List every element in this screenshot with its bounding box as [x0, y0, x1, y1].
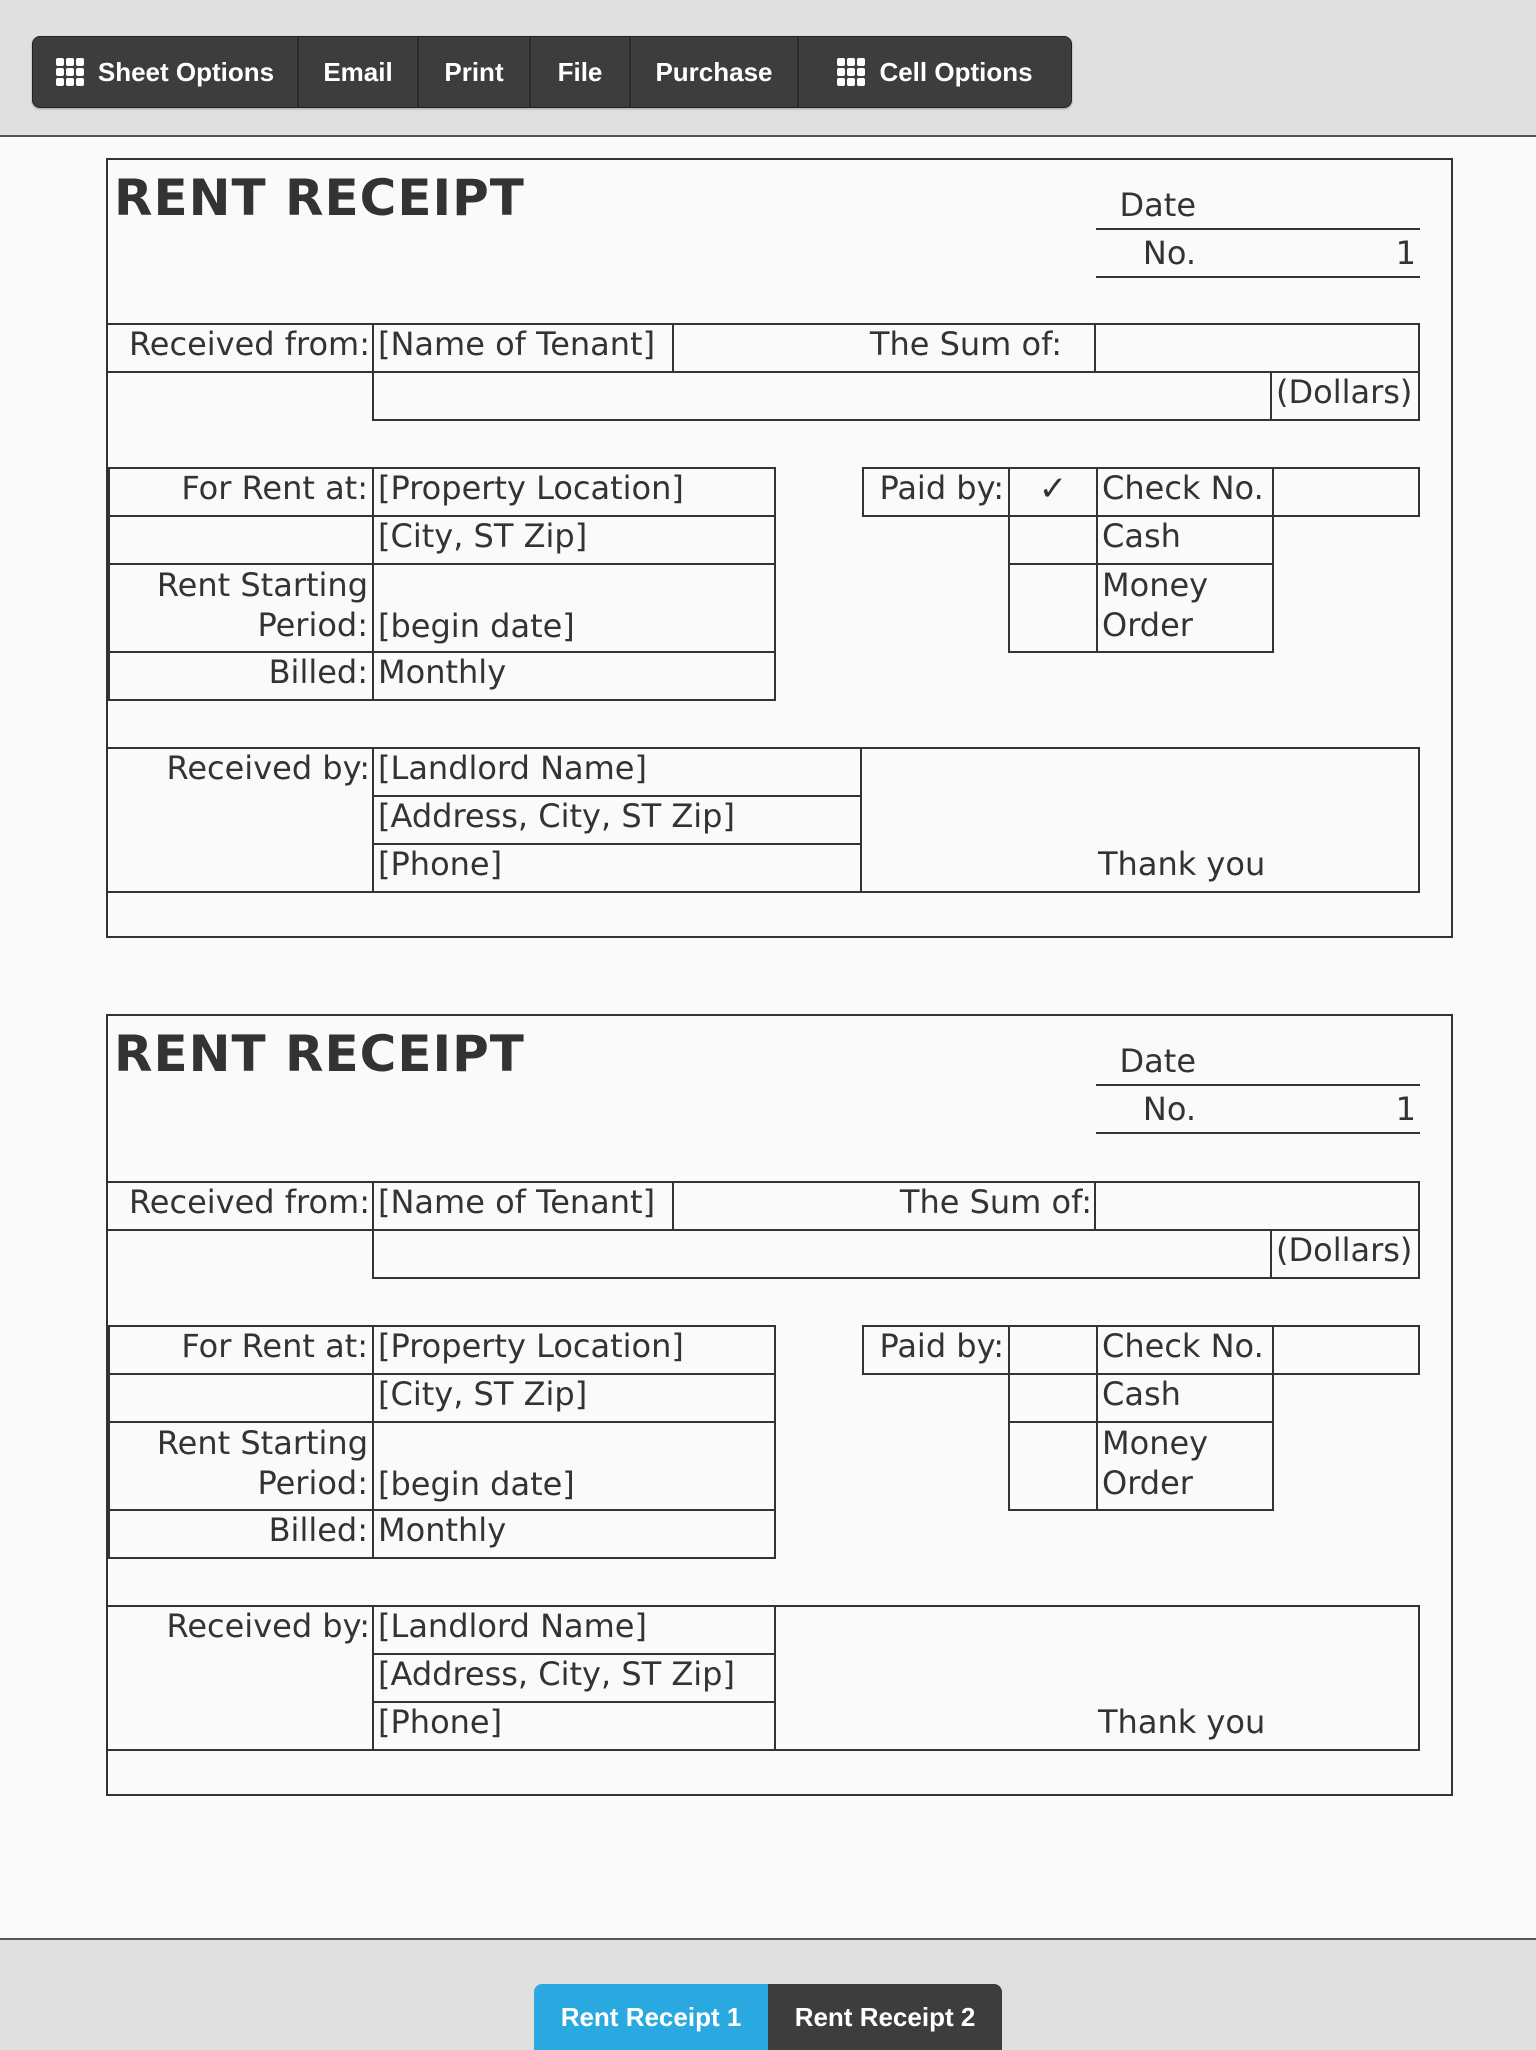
order-label: Order: [1102, 606, 1193, 644]
tab-rent-receipt-2[interactable]: Rent Receipt 2: [768, 1984, 1002, 2050]
money-order-checkbox[interactable]: [1008, 1421, 1098, 1511]
rent-starting-label: Rent Starting: [156, 566, 368, 604]
for-rent-label: For Rent at:: [108, 467, 374, 517]
cash-label: Cash: [1096, 515, 1274, 565]
email-button[interactable]: [299, 37, 419, 107]
cell-options-button[interactable]: [799, 37, 1071, 107]
blank-label-cell: [108, 1373, 374, 1423]
landlord-phone-field[interactable]: [Phone]: [372, 843, 862, 893]
grid-icon: [837, 58, 865, 86]
purchase-button[interactable]: [631, 37, 799, 107]
sheet-tabs: [534, 1984, 1002, 2050]
check-checkbox[interactable]: ✓: [1008, 467, 1098, 517]
money-label: Money: [1102, 566, 1209, 604]
amount-words-cont[interactable]: [988, 371, 1272, 421]
money-order-label: [1096, 1421, 1274, 1511]
tab-rent-receipt-1[interactable]: Rent Receipt 1: [534, 1984, 768, 2050]
begin-date-field[interactable]: [begin date]: [372, 563, 776, 653]
check-no-label: Check No.: [1096, 467, 1274, 517]
date-label: Date: [1119, 1042, 1196, 1080]
email-label: Email: [323, 56, 393, 87]
no-label: No.: [1142, 234, 1196, 272]
file-label: File: [557, 56, 603, 87]
city-st-zip-field[interactable]: [City, ST Zip]: [372, 1373, 776, 1423]
period-label: Period:: [257, 606, 368, 644]
thank-you-text: Thank you: [860, 747, 1420, 893]
rent-receipt-2: [106, 1014, 1453, 1796]
cash-checkbox[interactable]: [1008, 515, 1098, 565]
check-no-field[interactable]: [1272, 1325, 1420, 1375]
check-no-field[interactable]: [1272, 467, 1420, 517]
tenant-name-field[interactable]: [Name of Tenant]: [372, 323, 674, 373]
sum-label: The Sum of:: [672, 323, 1096, 373]
sheet-options-button[interactable]: [33, 37, 299, 107]
print-label: Print: [444, 56, 504, 87]
purchase-label: Purchase: [655, 56, 773, 87]
city-st-zip-field[interactable]: [City, ST Zip]: [372, 515, 776, 565]
money-order-checkbox[interactable]: [1008, 563, 1098, 653]
cash-label: Cash: [1096, 1373, 1274, 1423]
received-by-label: Received by:: [108, 747, 374, 893]
received-from-label: Received from:: [108, 1181, 374, 1231]
top-bar: [0, 0, 1536, 137]
receipt-number[interactable]: 1: [1096, 1090, 1420, 1134]
landlord-address-field[interactable]: [Address, City, ST Zip]: [372, 795, 862, 845]
paid-by-label: Paid by:: [862, 467, 1010, 517]
amount-words-cont[interactable]: [988, 1229, 1272, 1279]
rent-starting-period-label: [108, 563, 374, 653]
tenant-name-field[interactable]: [Name of Tenant]: [372, 1181, 674, 1231]
received-by-label: Received by:: [108, 1605, 374, 1751]
received-from-label: Received from:: [108, 323, 374, 373]
property-location-field[interactable]: [Property Location]: [372, 1325, 776, 1375]
rent-receipt-1: [106, 158, 1453, 938]
blank-label-cell: [108, 515, 374, 565]
money-label: Money: [1102, 1424, 1209, 1462]
money-order-label: [1096, 563, 1274, 653]
toolbar: [32, 36, 1072, 108]
dollars-label: (Dollars): [1270, 371, 1420, 421]
sheet-options-label: Sheet Options: [97, 56, 275, 87]
sum-label: The Sum of:: [672, 1181, 1096, 1231]
dollars-label: (Dollars): [1270, 1229, 1420, 1279]
receipt-title: RENT RECEIPT: [114, 169, 525, 227]
thank-you-text: Thank you: [774, 1605, 1420, 1751]
date-label: Date: [1119, 186, 1196, 224]
file-button[interactable]: [531, 37, 631, 107]
grid-icon: [56, 58, 84, 86]
rent-starting-period-label: [108, 1421, 374, 1511]
no-label: No.: [1142, 1090, 1196, 1128]
billed-label: Billed:: [108, 1509, 374, 1559]
receipt-number[interactable]: 1: [1096, 234, 1420, 278]
sum-field[interactable]: [1094, 1181, 1420, 1231]
begin-date-field[interactable]: [begin date]: [372, 1421, 776, 1511]
landlord-name-field[interactable]: [Landlord Name]: [372, 747, 862, 797]
landlord-name-field[interactable]: [Landlord Name]: [372, 1605, 776, 1655]
billed-field[interactable]: Monthly: [372, 651, 776, 701]
date-field[interactable]: [1096, 1042, 1420, 1086]
check-no-label: Check No.: [1096, 1325, 1274, 1375]
sum-field[interactable]: [1094, 323, 1420, 373]
billed-label: Billed:: [108, 651, 374, 701]
cash-checkbox[interactable]: [1008, 1373, 1098, 1423]
amount-words-field[interactable]: [372, 371, 990, 421]
order-label: Order: [1102, 1464, 1193, 1502]
billed-field[interactable]: Monthly: [372, 1509, 776, 1559]
for-rent-label: For Rent at:: [108, 1325, 374, 1375]
property-location-field[interactable]: [Property Location]: [372, 467, 776, 517]
rent-starting-label: Rent Starting: [156, 1424, 368, 1462]
bottom-bar: [0, 1938, 1536, 2050]
cell-options-label: Cell Options: [879, 56, 1033, 87]
date-field[interactable]: [1096, 186, 1420, 230]
landlord-address-field[interactable]: [Address, City, ST Zip]: [372, 1653, 776, 1703]
period-label: Period:: [257, 1464, 368, 1502]
landlord-phone-field[interactable]: [Phone]: [372, 1701, 776, 1751]
receipt-title: RENT RECEIPT: [114, 1025, 525, 1083]
check-checkbox[interactable]: [1008, 1325, 1098, 1375]
print-button[interactable]: [419, 37, 531, 107]
paid-by-label: Paid by:: [862, 1325, 1010, 1375]
amount-words-field[interactable]: [372, 1229, 990, 1279]
